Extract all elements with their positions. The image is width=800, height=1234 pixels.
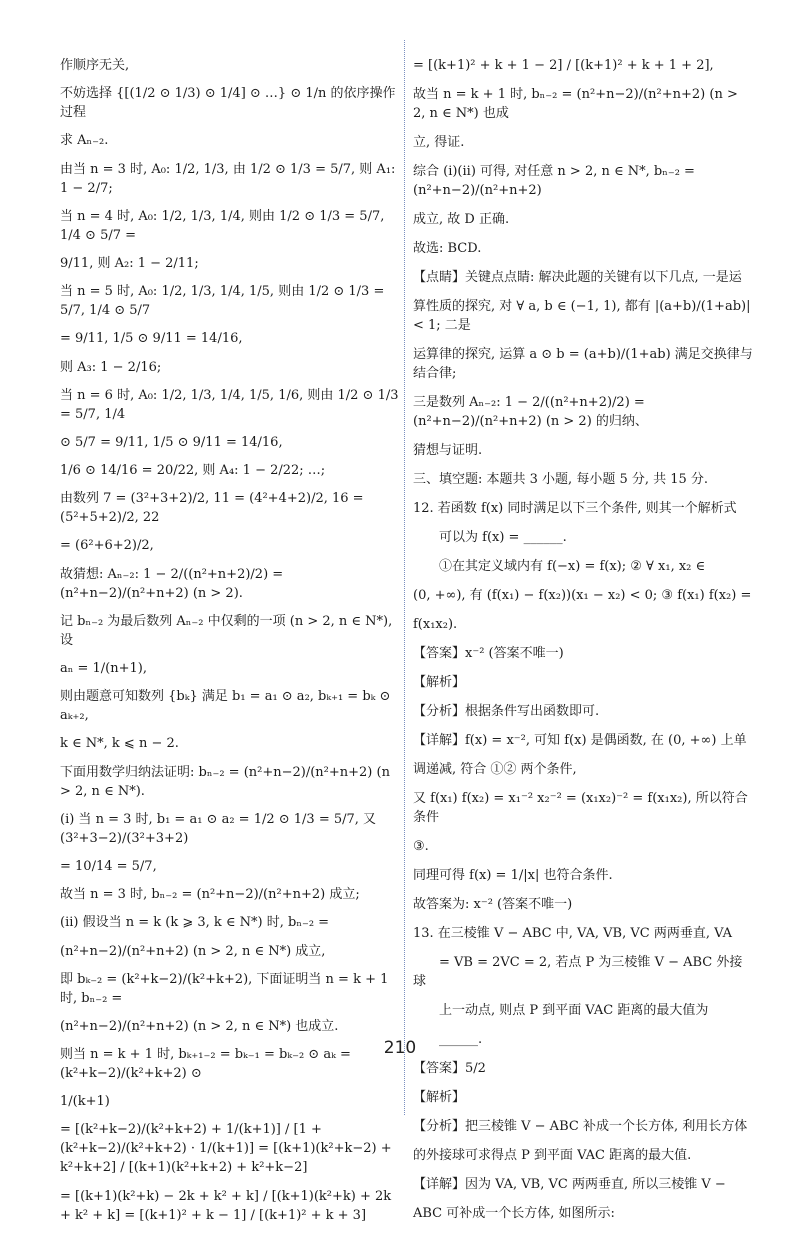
text-line: 运算律的探究, 运算 a ⊙ b = (a+b)/(1+ab) 满足交换律与结合律; bbox=[413, 347, 753, 381]
answer-label: 【答案】x⁻² (答案不唯一) bbox=[413, 646, 564, 661]
text-line: (i) 当 n = 3 时, b₁ = a₁ ⊙ a₂ = 1/2 ⊙ 1/3 = 5/7, 又 (3²+3−2)/(3²+3+2) bbox=[60, 811, 377, 846]
text-line: ABC 可补成一个长方体, 如图所示: bbox=[413, 1206, 615, 1221]
text-line: 三是数列 Aₙ₋₂: 1 − 2/((n²+n+2)/2) = (n²+n−2)/(n²+n+2) (n > 2) 的归纳、 bbox=[413, 395, 648, 429]
question-13: 13. 在三棱锥 V − ABC 中, VA, VB, VC 两两垂直, VA bbox=[413, 926, 733, 941]
text-line: = [(k²+k−2)/(k²+k+2) + 1/(k+1)] / [1 + (k²+k−2)/(k²+k+2) · 1/(k+1)] = [(k+1)(k²+k−2) + k²+k+2] / [(k+1)(k²+k+2) + k²+k−2] bbox=[60, 1122, 392, 1176]
text-line: 故当 n = 3 时, bₙ₋₂ = (n²+n−2)/(n²+n+2) 成立; bbox=[60, 887, 360, 903]
text-line: = [(k+1)² + k + 1 − 2] / [(k+1)² + k + 1 + 2], bbox=[413, 58, 714, 73]
text-line: 当 n = 4 时, A₀: 1/2, 1/3, 1/4, 则由 1/2 ⊙ 1/3 = 5/7, 1/4 ⊙ 5/7 = bbox=[60, 208, 385, 243]
column-divider bbox=[404, 40, 405, 1115]
text-line: 则 A₃: 1 − 2/16; bbox=[60, 359, 162, 375]
text-line: 综合 (i)(ii) 可得, 对任意 n > 2, n ∈ N*, bₙ₋₂ = (n²+n−2)/(n²+n+2) bbox=[413, 164, 695, 198]
text-line: (n²+n−2)/(n²+n+2) (n > 2, n ∈ N*) 也成立. bbox=[60, 1018, 339, 1034]
text-line: 则由题意可知数列 {bₖ} 满足 b₁ = a₁ ⊙ a₂, bₖ₊₁ = bₖ ⊙ aₖ₊₂, bbox=[60, 689, 391, 724]
text-line: 又 f(x₁) f(x₂) = x₁⁻² x₂⁻² = (x₁x₂)⁻² = f(x₁x₂), 所以符合条件 bbox=[413, 791, 748, 825]
text-line: 成立, 故 D 正确. bbox=[413, 212, 510, 227]
text-line: 【详解】f(x) = x⁻², 可知 f(x) 是偶函数, 在 (0, +∞) 上单 bbox=[413, 733, 747, 748]
text-line: 由当 n = 3 时, A₀: 1/2, 1/3, 由 1/2 ⊙ 1/3 = 5/7, 则 A₁: 1 − 2/7; bbox=[60, 161, 396, 196]
text-line: 调递减, 符合 ①② 两个条件, bbox=[413, 762, 577, 777]
text-line: (0, +∞), 有 (f(x₁) − f(x₂))(x₁ − x₂) < 0; ③ f(x₁) f(x₂) = bbox=[413, 588, 752, 603]
text-line: 当 n = 6 时, A₀: 1/2, 1/3, 1/4, 1/5, 1/6, 则由 1/2 ⊙ 1/3 = 5/7, 1/4 bbox=[60, 387, 399, 422]
text-line: 故当 n = k + 1 时, bₙ₋₂ = (n²+n−2)/(n²+n+2) (n > 2, n ∈ N*) 也成 bbox=[413, 87, 738, 121]
text-line: = (6²+6+2)/2, bbox=[60, 538, 154, 554]
text-line: 求 Aₙ₋₂. bbox=[60, 133, 109, 149]
text-line: f(x₁x₂). bbox=[413, 617, 458, 632]
text-line: = 9/11, 1/5 ⊙ 9/11 = 14/16, bbox=[60, 331, 243, 347]
text-line: 下面用数学归纳法证明: bₙ₋₂ = (n²+n−2)/(n²+n+2) (n > 2, n ∈ N*). bbox=[60, 764, 390, 799]
right-column bbox=[413, 56, 753, 1233]
text-line: k ∈ N*, k ⩽ n − 2. bbox=[60, 736, 179, 752]
text-line: 则当 n = k + 1 时, bₖ₊₁₋₂ = bₖ₋₁ = bₖ₋₂ ⊙ aₖ = (k²+k−2)/(k²+k+2) ⊙ bbox=[60, 1047, 351, 1082]
text-line: 上一动点, 则点 P 到平面 VAC 距离的最大值为 bbox=[413, 1003, 709, 1018]
text-line: 不妨选择 {[(1/2 ⊙ 1/3) ⊙ 1/4] ⊙ …} ⊙ 1/n 的依序操作过程 bbox=[60, 86, 396, 121]
text-line: ______. bbox=[413, 1032, 483, 1047]
text-line: = 10/14 = 5/7, bbox=[60, 858, 157, 874]
text-line: 【分析】把三棱锥 V − ABC 补成一个长方体, 利用长方体 bbox=[413, 1119, 748, 1134]
text-line: 当 n = 5 时, A₀: 1/2, 1/3, 1/4, 1/5, 则由 1/2 ⊙ 1/3 = 5/7, 1/4 ⊙ 5/7 bbox=[60, 284, 385, 319]
section-heading: 三、填空题: 本题共 3 小题, 每小题 5 分, 共 15 分. bbox=[413, 472, 709, 487]
left-column bbox=[60, 56, 400, 1234]
text-line: 故答案为: x⁻² (答案不唯一) bbox=[413, 897, 573, 912]
question-12: 12. 若函数 f(x) 同时满足以下三个条件, 则其一个解析式 bbox=[413, 501, 737, 516]
text-line: 作顺序无关, bbox=[60, 58, 130, 73]
text-line: 【点睛】关键点点睛: 解决此题的关键有以下几点, 一是运 bbox=[413, 270, 742, 285]
analysis-label: 【解析】 bbox=[413, 1090, 466, 1105]
text-line: 立, 得证. bbox=[413, 135, 465, 150]
analysis-label: 【解析】 bbox=[413, 675, 466, 690]
text-line: 9/11, 则 A₂: 1 − 2/11; bbox=[60, 255, 199, 271]
text-line: ⊙ 5/7 = 9/11, 1/5 ⊙ 9/11 = 14/16, bbox=[60, 434, 283, 450]
text-line: 猜想与证明. bbox=[413, 443, 483, 458]
answer-label: 【答案】5/2 bbox=[413, 1061, 486, 1076]
text-line: aₙ = 1/(n+1), bbox=[60, 661, 147, 676]
text-line: = [(k+1)(k²+k) − 2k + k² + k] / [(k+1)(k²+k) + 2k + k² + k] = [(k+1)² + k − 1] / [(k+1)² + k + 3] bbox=[60, 1188, 392, 1223]
text-line: (ii) 假设当 n = k (k ⩾ 3, k ∈ N*) 时, bₙ₋₂ = bbox=[60, 915, 330, 931]
text-line: 记 bₙ₋₂ 为最后数列 Aₙ₋₂ 中仅剩的一项 (n > 2, n ∈ N*), 设 bbox=[60, 613, 393, 648]
text-line: 【详解】因为 VA, VB, VC 两两垂直, 所以三棱锥 V − bbox=[413, 1177, 726, 1192]
page-number: 210 bbox=[383, 1038, 417, 1058]
text-line: 故选: BCD. bbox=[413, 241, 482, 256]
text-line: 可以为 f(x) = ______. bbox=[413, 530, 567, 545]
text-line: (n²+n−2)/(n²+n+2) (n > 2, n ∈ N*) 成立, bbox=[60, 943, 326, 959]
text-line: 同理可得 f(x) = 1/|x| 也符合条件. bbox=[413, 868, 613, 883]
text-line: 由数列 7 = (3²+3+2)/2, 11 = (4²+4+2)/2, 16 = (5²+5+2)/2, 22 bbox=[60, 491, 364, 526]
text-line: ①在其定义域内有 f(−x) = f(x); ② ∀ x₁, x₂ ∈ bbox=[413, 559, 706, 574]
text-line: 【分析】根据条件写出函数即可. bbox=[413, 704, 600, 719]
text-line: 故猜想: Aₙ₋₂: 1 − 2/((n²+n+2)/2) = (n²+n−2)/(n²+n+2) (n > 2). bbox=[60, 566, 284, 601]
text-line: 1/6 ⊙ 14/16 = 20/22, 则 A₄: 1 − 2/22; …; bbox=[60, 463, 326, 479]
text-line: 即 bₖ₋₂ = (k²+k−2)/(k²+k+2), 下面证明当 n = k + 1 时, bₙ₋₂ = bbox=[60, 971, 389, 1006]
text-line: 的外接球可求得点 P 到平面 VAC 距离的最大值. bbox=[413, 1148, 692, 1163]
text-line: ③. bbox=[413, 839, 429, 854]
text-line: 算性质的探究, 对 ∀ a, b ∈ (−1, 1), 都有 |(a+b)/(1+ab)| < 1; 二是 bbox=[413, 299, 751, 333]
text-line: 1/(k+1) bbox=[60, 1094, 110, 1110]
text-line: = VB = 2VC = 2, 若点 P 为三棱锥 V − ABC 外接球 bbox=[413, 955, 743, 989]
